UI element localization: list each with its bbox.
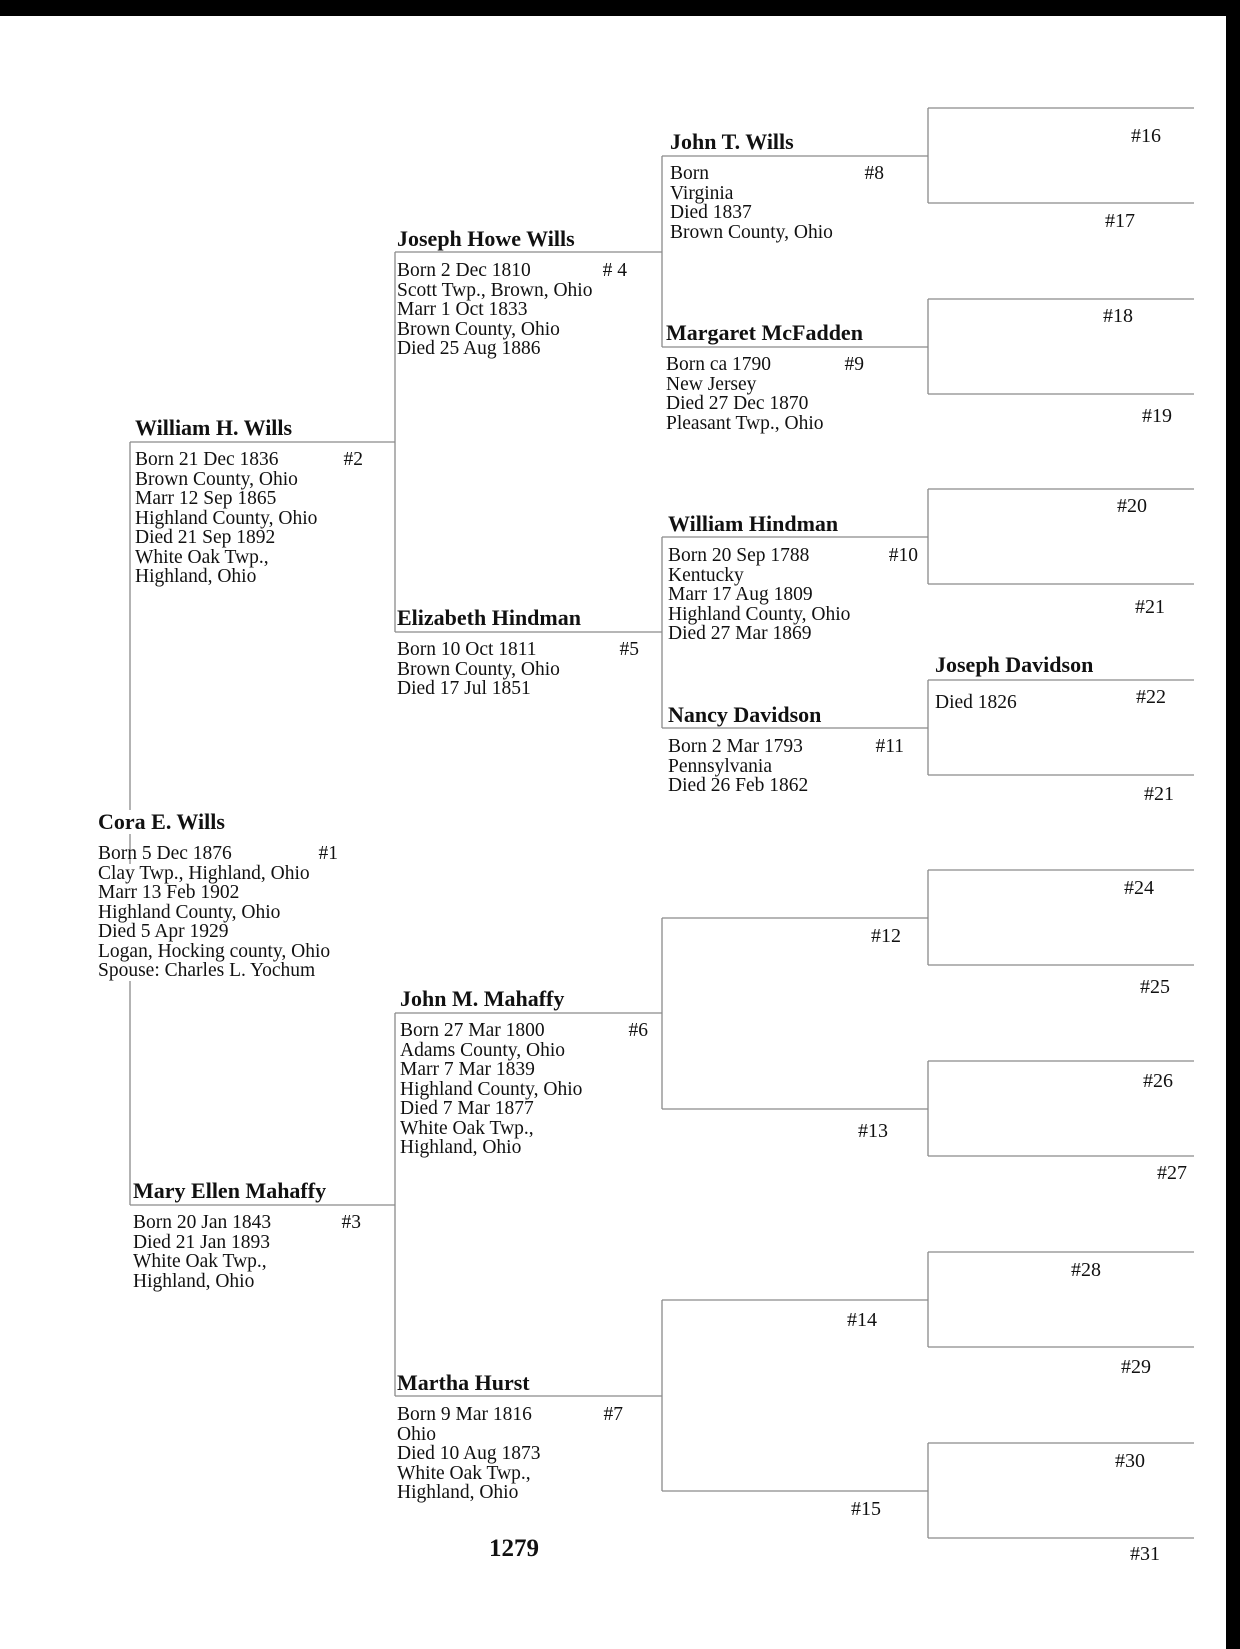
detail-line: Died 27 Dec 1870	[666, 393, 809, 414]
detail-line: Brown County, Ohio	[397, 658, 560, 680]
person-10	[668, 512, 920, 644]
born-text: Born 9 Mar 1816	[397, 1404, 532, 1425]
ahnentafel-number: #6	[628, 1020, 648, 1041]
person-name: William Hindman	[668, 512, 920, 536]
detail-line: Died 5 Apr 1929	[98, 921, 229, 942]
detail-line: Spouse: Charles L. Yochum	[98, 960, 316, 981]
ancestor-number-31: #31	[1130, 1543, 1160, 1565]
born-row	[135, 450, 363, 470]
person-6	[400, 987, 655, 1158]
detail-line: Pennsylvania	[668, 755, 772, 777]
ahnentafel-number: #10	[888, 545, 918, 566]
person-name: Joseph Howe Wills	[397, 227, 655, 251]
ancestor-number-17: #17	[1105, 210, 1135, 232]
detail-line: Brown County, Ohio	[670, 221, 833, 243]
detail-line: Died 25 Aug 1886	[397, 338, 541, 359]
born-text: Born 21 Dec 1836	[135, 449, 279, 470]
detail-line: Highland County, Ohio	[400, 1078, 583, 1100]
detail-line: Pleasant Twp., Ohio	[666, 412, 824, 434]
born-text: Born 10 Oct 1811	[397, 639, 537, 660]
detail-line: Died 27 Mar 1869	[668, 623, 812, 644]
ancestor-number-27: #27	[1157, 1162, 1187, 1184]
person-9	[666, 321, 921, 433]
ancestor-number-13: #13	[858, 1120, 888, 1142]
person-name: William H. Wills	[135, 416, 387, 440]
born-row	[397, 1405, 623, 1425]
detail-line: Scott Twp., Brown, Ohio	[397, 279, 593, 301]
detail-line: Died 10 Aug 1873	[397, 1443, 541, 1464]
born-row	[670, 164, 884, 184]
detail-line: Clay Twp., Highland, Ohio	[98, 862, 310, 884]
born-row	[98, 844, 338, 864]
ancestor-number-12: #12	[871, 925, 901, 947]
detail-line: Died 26 Feb 1862	[668, 775, 809, 796]
ahnentafel-number: #11	[875, 736, 904, 757]
detail-line: Logan, Hocking county, Ohio	[98, 940, 331, 962]
detail-line: Died 21 Jan 1893	[133, 1231, 271, 1253]
person-name: John M. Mahaffy	[400, 987, 655, 1011]
ahnentafel-number: #2	[343, 449, 363, 470]
ancestor-number-21: #21	[1135, 596, 1165, 618]
detail-line: White Oak Twp.,	[400, 1117, 534, 1139]
detail-line: Highland, Ohio	[400, 1137, 522, 1158]
detail-line: Brown County, Ohio	[135, 468, 298, 490]
ahnentafel-number: #5	[619, 639, 639, 660]
ancestor-number-15: #15	[851, 1498, 881, 1520]
ahnentafel-number: # 4	[602, 260, 627, 281]
born-row	[666, 355, 864, 375]
detail-line: Died 17 Jul 1851	[397, 678, 531, 699]
page-number: 1279	[489, 1535, 539, 1562]
ancestor-number-16: #16	[1131, 125, 1161, 147]
detail-line: Highland County, Ohio	[668, 603, 851, 625]
ancestor-number-30: #30	[1115, 1450, 1145, 1472]
detail-line: Highland County, Ohio	[135, 507, 318, 529]
detail-line: Died 1826	[935, 692, 1017, 713]
detail-line: Marr 12 Sep 1865	[135, 488, 277, 509]
detail-line: Ohio	[397, 1423, 436, 1445]
ancestor-number-19: #19	[1142, 405, 1172, 427]
person-5	[397, 606, 655, 699]
born-text: Born 27 Mar 1800	[400, 1020, 545, 1041]
person-8	[670, 130, 920, 242]
detail-line: Kentucky	[668, 564, 744, 586]
detail-line: Died 7 Mar 1877	[400, 1098, 534, 1119]
detail-line: Brown County, Ohio	[397, 318, 560, 340]
ancestor-number-28: #28	[1071, 1259, 1101, 1281]
born-text: Born 2 Mar 1793	[668, 736, 803, 757]
born-row	[397, 640, 639, 660]
detail-line: Adams County, Ohio	[400, 1039, 566, 1061]
ancestor-number-14: #14	[847, 1309, 877, 1331]
born-text: Born 2 Dec 1810	[397, 260, 531, 281]
detail-line: Highland County, Ohio	[98, 901, 281, 923]
born-text: Born 20 Jan 1843	[133, 1212, 272, 1233]
person-name: Elizabeth Hindman	[397, 606, 655, 630]
detail-line: Marr 1 Oct 1833	[397, 299, 528, 320]
person-name: Nancy Davidson	[668, 703, 920, 727]
person-name: Mary Ellen Mahaffy	[133, 1179, 388, 1203]
born-text: Born ca 1790	[666, 354, 772, 375]
detail-line: Died 1837	[670, 202, 752, 223]
ancestor-number-29: #29	[1121, 1356, 1151, 1378]
detail-line: Marr 7 Mar 1839	[400, 1059, 535, 1080]
ancestor-number-20: #20	[1117, 495, 1147, 517]
detail-line: Highland, Ohio	[133, 1270, 255, 1292]
ancestor-number-24: #24	[1124, 877, 1154, 899]
ahnentafel-number: #7	[603, 1404, 623, 1425]
detail-line: Marr 13 Feb 1902	[98, 882, 240, 903]
detail-line: Virginia	[670, 182, 734, 204]
ahnentafel-number: #3	[341, 1212, 361, 1233]
person-name: Joseph Davidson	[935, 653, 1097, 677]
detail-line: Highland, Ohio	[135, 566, 257, 587]
born-row	[397, 261, 627, 281]
born-text: Born 20 Sep 1788	[668, 545, 810, 566]
person-name: Martha Hurst	[397, 1371, 655, 1395]
detail-line: White Oak Twp.,	[133, 1251, 267, 1272]
ahnentafel-number: #9	[844, 354, 864, 375]
detail-line: White Oak Twp.,	[135, 546, 269, 568]
detail-line: White Oak Twp.,	[397, 1462, 531, 1484]
person-name: John T. Wills	[670, 130, 920, 154]
ancestor-number-22: #22	[1136, 686, 1166, 708]
born-row	[133, 1213, 361, 1233]
person-7	[397, 1371, 655, 1503]
detail-line: Marr 17 Aug 1809	[668, 584, 813, 605]
ancestor-number-25: #25	[1140, 976, 1170, 998]
ahnentafel-number: #8	[864, 163, 884, 184]
detail-line: Highland, Ohio	[397, 1482, 519, 1503]
born-text: Born 5 Dec 1876	[98, 843, 232, 864]
detail-line: New Jersey	[666, 373, 757, 395]
person-name: Margaret McFadden	[666, 321, 921, 345]
born-text: Born	[670, 163, 709, 184]
detail-line: Died 21 Sep 1892	[135, 527, 276, 548]
born-row	[668, 546, 918, 566]
person-2	[135, 416, 387, 587]
ancestor-number-18: #18	[1103, 305, 1133, 327]
person-1	[98, 810, 398, 981]
person-name: Cora E. Wills	[96, 810, 233, 834]
person-4	[397, 227, 655, 359]
born-row	[400, 1021, 648, 1041]
ahnentafel-number: #1	[318, 843, 338, 864]
born-row	[668, 737, 904, 757]
ancestor-number-26: #26	[1143, 1070, 1173, 1092]
ancestor-number-23: #21	[1144, 783, 1174, 805]
person-3	[133, 1179, 388, 1291]
person-11	[668, 703, 920, 796]
